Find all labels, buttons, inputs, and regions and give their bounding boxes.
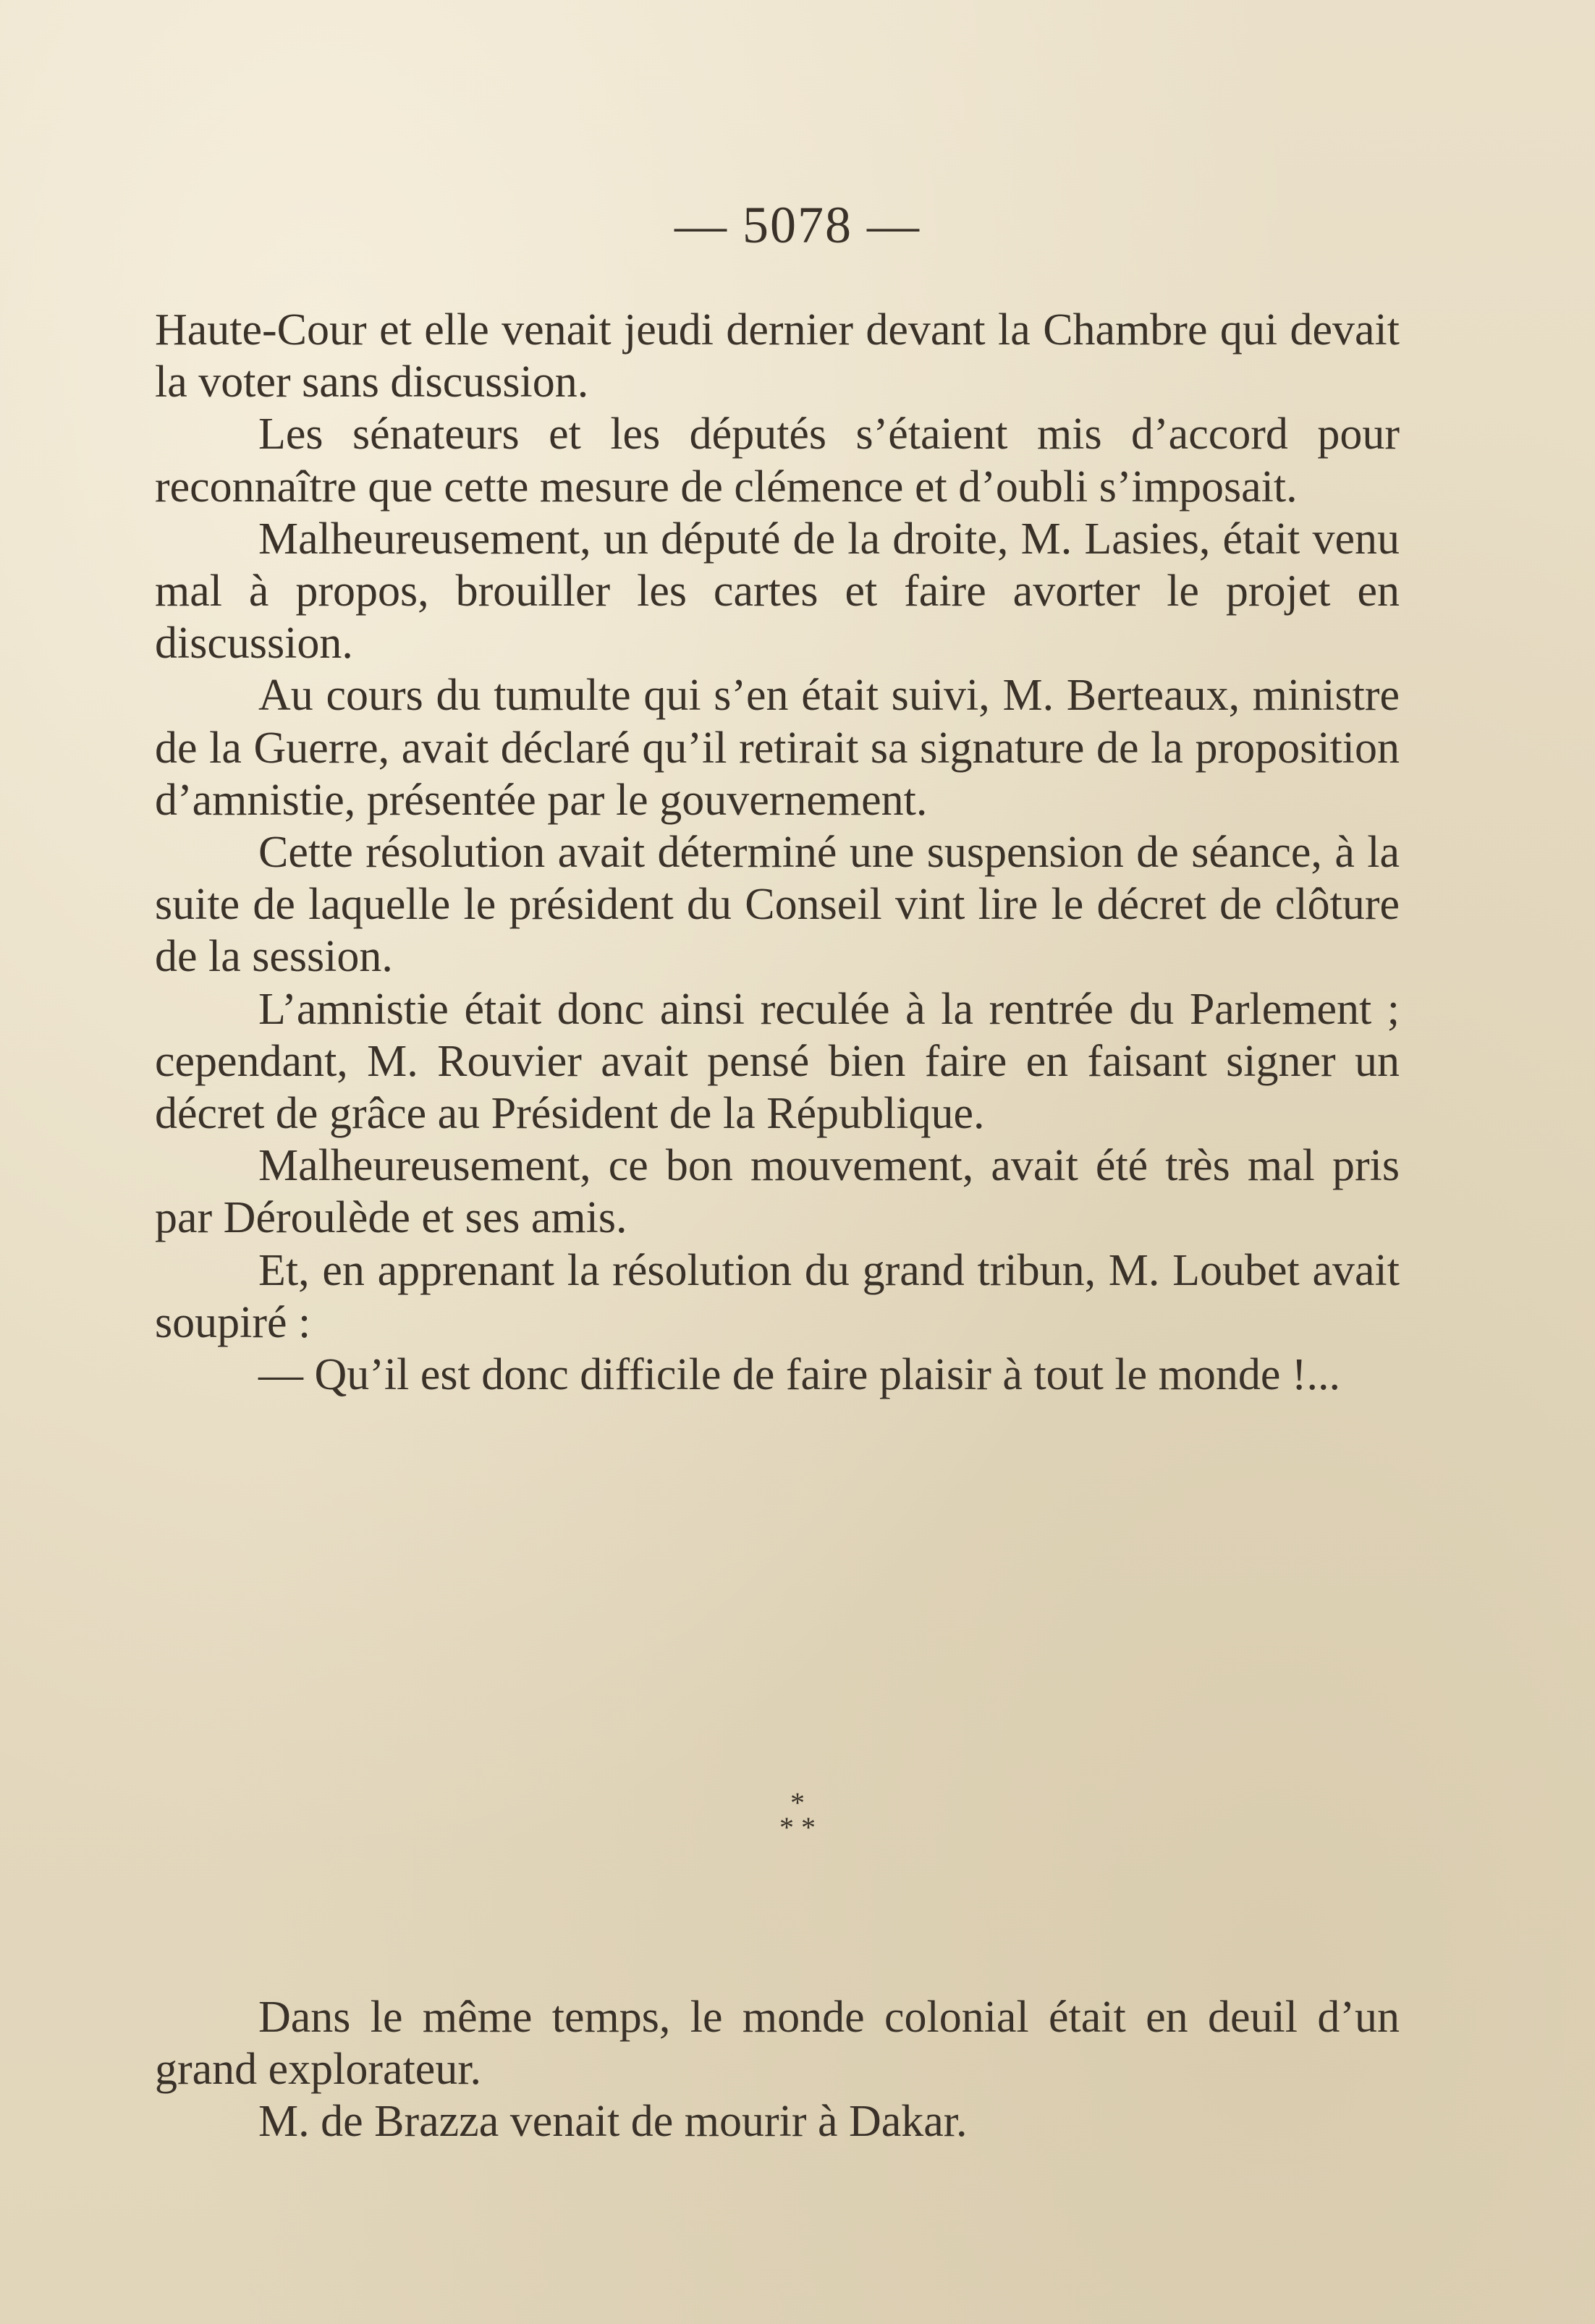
asterism-separator [0, 1786, 1595, 1844]
paragraph: Malheureusement, un député de la droite, M. Lasies, était venu mal à propos, brouiller les cartes et faire avorter le projet en discussion. [155, 514, 1400, 669]
paragraph: Les sénateurs et les députés s’étaient mis d’accord pour reconnaître que cette mesure de clémence et d’oubli s’imposait. [155, 410, 1400, 512]
asterism-bottom: * * [779, 1811, 816, 1844]
closing-text [155, 1991, 1400, 2148]
paragraph: Cette résolution avait déterminé une suspension de séance, à la suite de laquelle le président du Conseil vint lire le décret de clôture de la session. [155, 828, 1400, 982]
paragraph-continued: Haute-Cour et elle venait jeudi dernier devant la Chambre qui devait la voter sans discussion. [155, 305, 1400, 407]
paragraph: Dans le même temps, le monde colonial était en deuil d’un grand explorateur. [155, 1993, 1400, 2095]
paragraph: Au cours du tumulte qui s’en était suivi, M. Berteaux, ministre de la Guerre, avait déclaré qu’il retirait sa signature de la proposition d’amnistie, présentée par le gouvernement. [155, 671, 1400, 825]
paragraph: M. de Brazza venait de mourir à Dakar. [258, 2097, 968, 2147]
body-text [155, 304, 1400, 1401]
asterism-top: * [790, 1786, 805, 1819]
paragraph: Et, en apprenant la résolution du grand tribun, M. Loubet avait soupiré : [155, 1245, 1400, 1347]
paragraph: L’amnistie était donc ainsi reculée à la rentrée du Parlement ; cependant, M. Rouvier avait pensé bien faire en faisant signer un décret de grâce au Président de la République. [155, 984, 1400, 1139]
page-number: — 5078 — [674, 196, 921, 254]
paragraph: — Qu’il est donc difficile de faire plaisir à tout le monde !... [258, 1350, 1341, 1400]
paragraph: Malheureusement, ce bon mouvement, avait été très mal pris par Déroulède et ses amis. [155, 1141, 1400, 1243]
